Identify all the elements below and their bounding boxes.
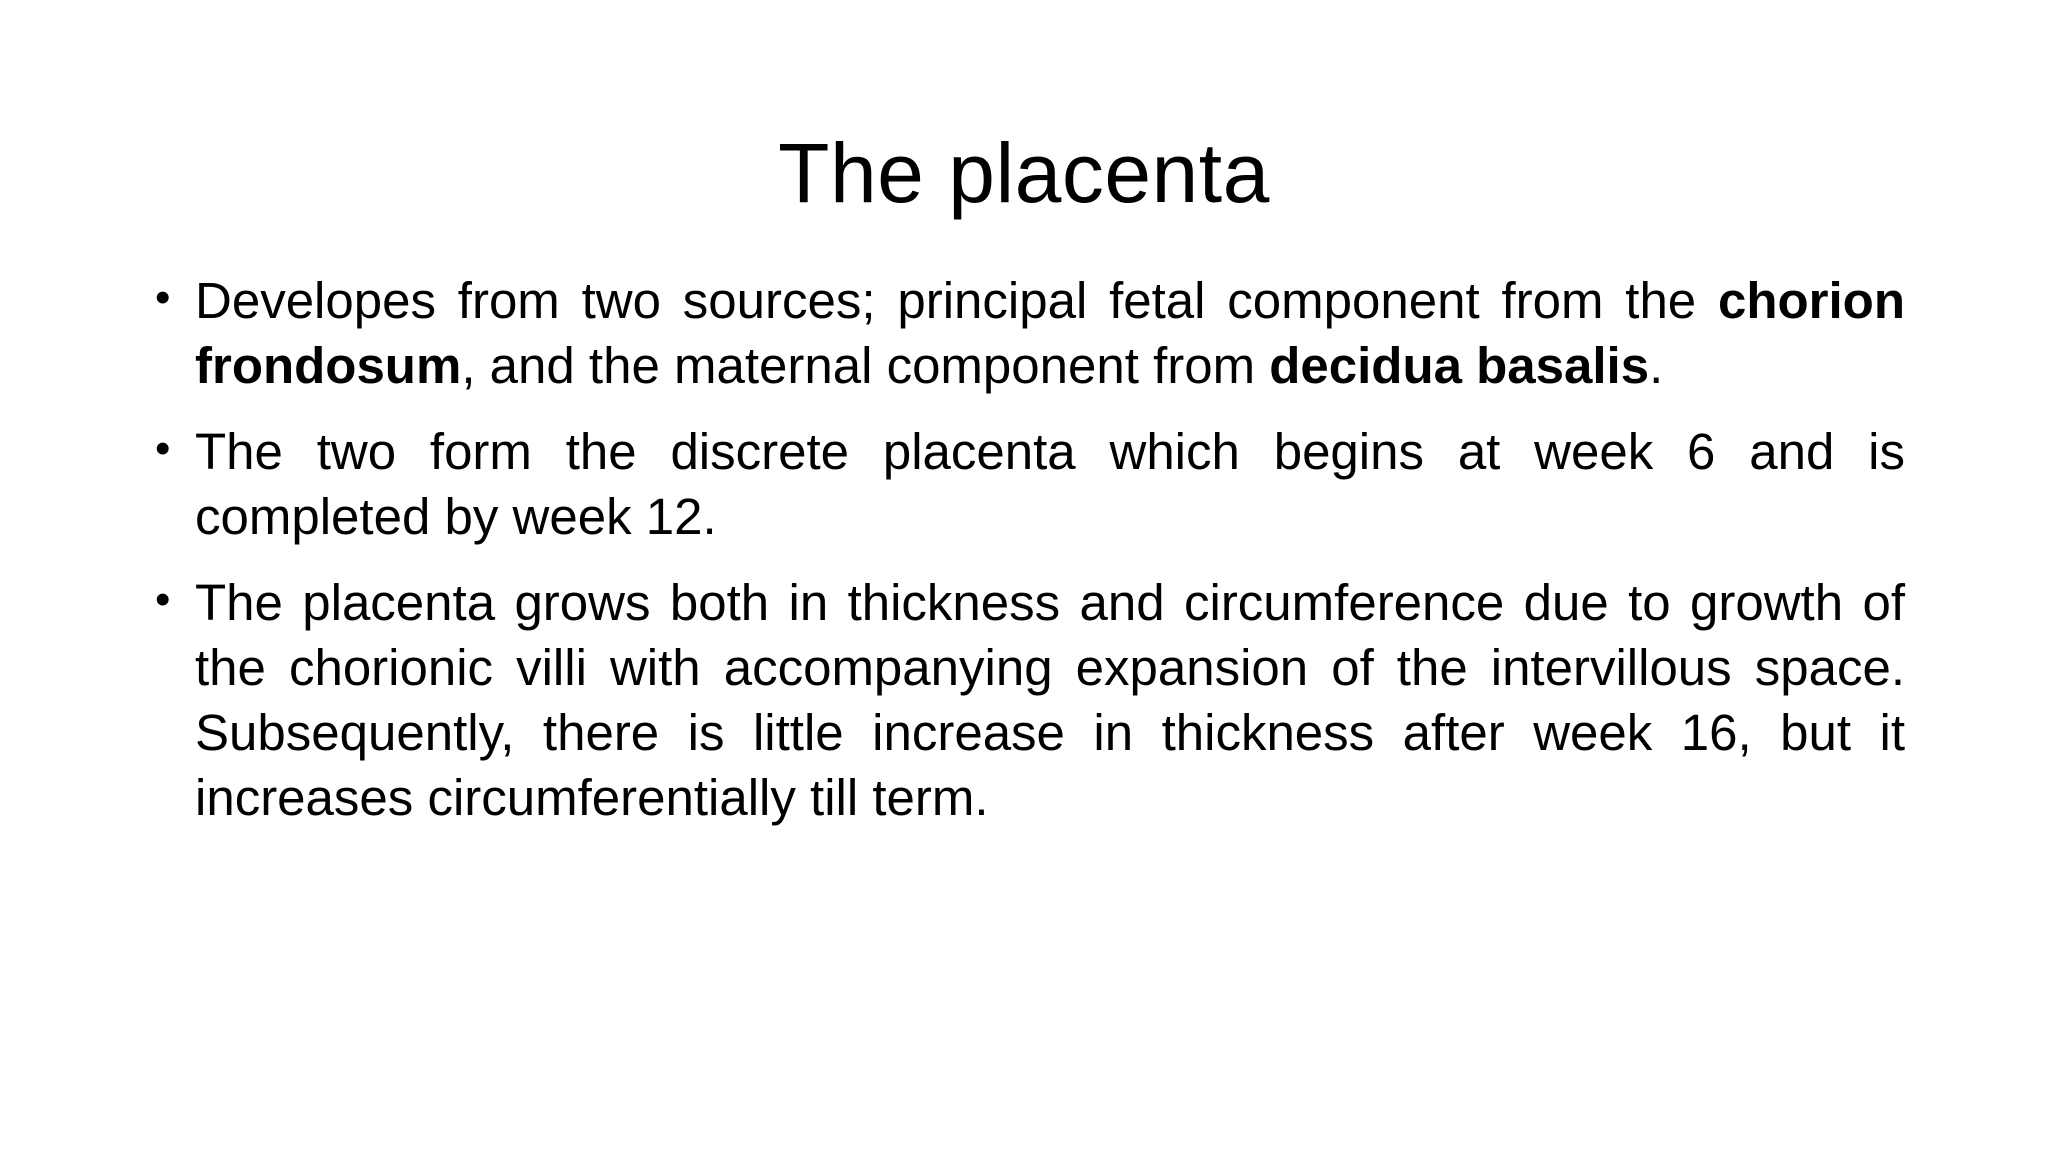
bold-term: decidua basalis [1269, 337, 1650, 394]
bullet-item [155, 570, 1905, 830]
bullet-dot-icon: • [155, 575, 171, 624]
bullet-text-segment: . [1649, 337, 1664, 394]
bullet-text-segment: Developes from two sources; principal fetal component from the [195, 272, 1718, 329]
bullet-text-segment: The placenta grows both in thickness and circumference due to growth of the chorionic villi with accompanying expansion of the intervillous space. Subsequently, there is little increase in thickness after week 16, but it increases circumferentially till term. [195, 574, 1905, 826]
slide-title: The placenta [778, 126, 1270, 220]
bullet-dot-icon: • [155, 273, 171, 322]
bold-term: chorion frondosum [195, 272, 1905, 394]
bullet-item [155, 268, 1905, 398]
bullet-text-segment: , and the maternal component from [461, 337, 1270, 394]
bullet-dot-icon: • [155, 424, 171, 473]
bullet-list [155, 268, 1905, 851]
bullet-text-segment: The two form the discrete placenta which begins at week 6 and is completed by week 12. [195, 423, 1905, 545]
bullet-item [155, 419, 1905, 549]
